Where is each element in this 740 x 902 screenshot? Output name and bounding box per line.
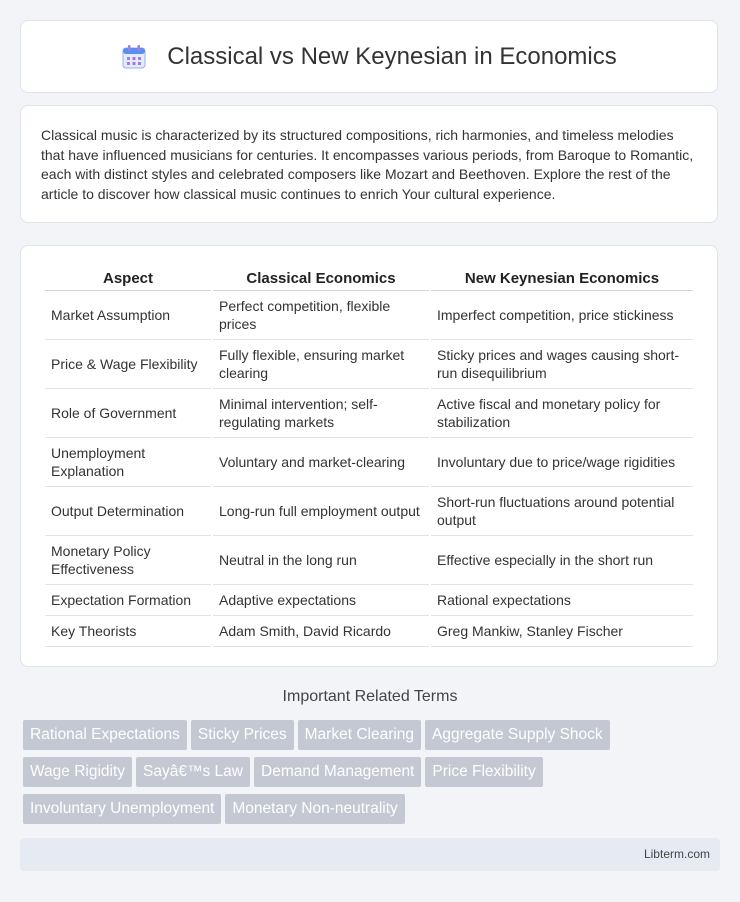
cell-new-keynesian: Short-run fluctuations around potential output: [431, 487, 693, 536]
cell-new-keynesian: Involuntary due to price/wage rigidities: [431, 438, 693, 487]
cell-new-keynesian: Effective especially in the short run: [431, 536, 693, 585]
term-tag[interactable]: Sticky Prices: [191, 720, 294, 750]
cell-aspect: Expectation Formation: [45, 585, 211, 616]
calendar-icon: [121, 44, 147, 70]
table-row: [45, 438, 693, 487]
cell-aspect: Price & Wage Flexibility: [45, 340, 211, 389]
title-card: [20, 20, 718, 93]
cell-new-keynesian: Greg Mankiw, Stanley Fischer: [431, 616, 693, 647]
cell-aspect: Key Theorists: [45, 616, 211, 647]
cell-new-keynesian: Active fiscal and monetary policy for stabilization: [431, 389, 693, 438]
related-terms-title: Important Related Terms: [282, 688, 458, 705]
table-row: [45, 340, 693, 389]
term-tag[interactable]: Wage Rigidity: [23, 757, 132, 787]
cell-classical: Adaptive expectations: [213, 585, 429, 616]
term-tag[interactable]: Monetary Non-neutrality: [225, 794, 404, 824]
intro-text: Classical music is characterized by its structured compositions, rich harmonies, and timeless melodies that have influenced musicians for centuries. It encompasses various periods, from Baroque to Romantic, each with distinct styles and celebrated composers like Mozart and Beethoven. Explore the rest of the article to discover how classical music continues to enrich Your cultural experience.: [41, 127, 694, 202]
table-row: [45, 585, 693, 616]
header-aspect: Aspect: [45, 266, 211, 291]
cell-aspect: Monetary Policy Effectiveness: [45, 536, 211, 585]
intro-card: [20, 105, 718, 223]
header-classical: Classical Economics: [213, 266, 429, 291]
comparison-table-card: [20, 245, 718, 667]
table-row: [45, 536, 693, 585]
cell-aspect: Role of Government: [45, 389, 211, 438]
term-tag[interactable]: Rational Expectations: [23, 720, 187, 750]
cell-new-keynesian: Sticky prices and wages causing short-run disequilibrium: [431, 340, 693, 389]
cell-aspect: Market Assumption: [45, 291, 211, 340]
term-tag[interactable]: Involuntary Unemployment: [23, 794, 221, 824]
table-header-row: [45, 266, 693, 291]
table-row: [45, 487, 693, 536]
cell-aspect: Unemployment Explanation: [45, 438, 211, 487]
cell-classical: Minimal intervention; self-regulating markets: [213, 389, 429, 438]
cell-aspect: Output Determination: [45, 487, 211, 536]
cell-new-keynesian: Imperfect competition, price stickiness: [431, 291, 693, 340]
cell-classical: Long-run full employment output: [213, 487, 429, 536]
footer-brand-link[interactable]: Libterm.com: [643, 847, 710, 861]
table-row: [45, 389, 693, 438]
footer: [20, 838, 720, 871]
term-tag[interactable]: Sayâ€™s Law: [136, 757, 250, 787]
term-tag[interactable]: Price Flexibility: [425, 757, 542, 787]
term-tag[interactable]: Demand Management: [254, 757, 421, 787]
cell-new-keynesian: Rational expectations: [431, 585, 693, 616]
comparison-table: [43, 266, 695, 647]
cell-classical: Fully flexible, ensuring market clearing: [213, 340, 429, 389]
cell-classical: Perfect competition, flexible prices: [213, 291, 429, 340]
table-row: [45, 291, 693, 340]
table-row: [45, 616, 693, 647]
related-terms-list: [23, 720, 723, 831]
cell-classical: Voluntary and market-clearing: [213, 438, 429, 487]
term-tag[interactable]: Aggregate Supply Shock: [425, 720, 610, 750]
header-new-keynesian: New Keynesian Economics: [431, 266, 693, 291]
cell-classical: Adam Smith, David Ricardo: [213, 616, 429, 647]
page-title: Classical vs New Keynesian in Economics: [167, 42, 617, 70]
term-tag[interactable]: Market Clearing: [298, 720, 421, 750]
cell-classical: Neutral in the long run: [213, 536, 429, 585]
